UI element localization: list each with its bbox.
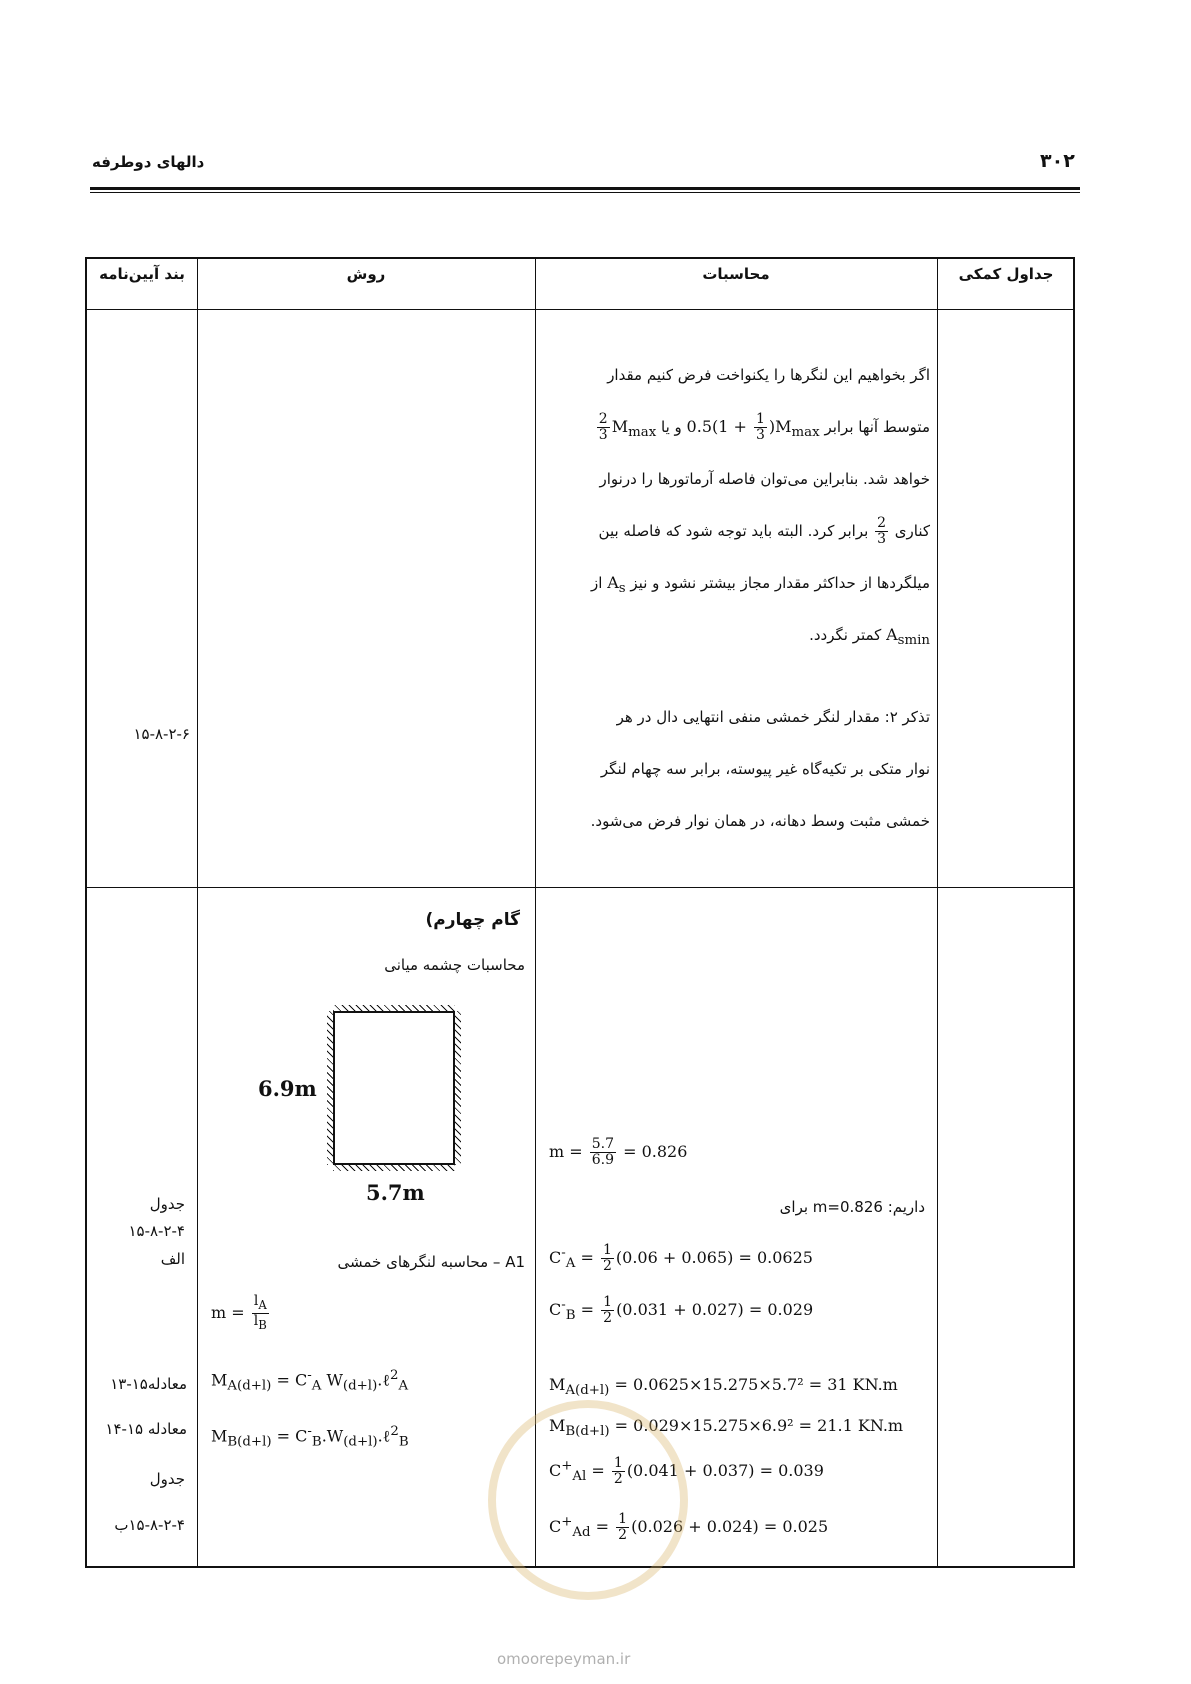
- formula-mb: $M_{B(d+l)}$ = $C^-_B.W_{(d+l)}.\ell^2_B$: [211, 1424, 409, 1450]
- calc-ca-pos-dead: $C^+_{Al}$ = $\frac{1}{2}$ (0.041 + 0.037) = 0.039: [549, 1455, 824, 1487]
- calc-ca-pos-add: $C^+_{Ad}$ = $\frac{1}{2}$ (0.026 + 0.024) = 0.025: [549, 1511, 829, 1543]
- running-title: دالهای دوطرفه: [92, 153, 205, 171]
- calc-m-statement: داریم: m=0.826 برای: [779, 1198, 925, 1216]
- calc-ca-neg: $C^-_A$ = $\frac{1}{2}$ (0.06 + 0.065) = 0.0625: [549, 1242, 813, 1274]
- column-divider: [937, 259, 938, 1566]
- header-rule-thin: [90, 192, 1080, 193]
- column-divider: [197, 259, 198, 1566]
- publisher-seal-watermark: [488, 1400, 688, 1600]
- note-2-paragraph: تذکر ۲: مقدار لنگر خمشی منفی انتهایی دال در هر نوار متکی بر تکیه‌گاه غیر پیوسته، برابر سه چهام لنگر خمشی مثبت وسط دهانه، در همان نوار فرض می‌شود.: [590, 708, 930, 830]
- dimension-short-span: 5.7m: [366, 1180, 425, 1205]
- hatch-left: [327, 1011, 333, 1165]
- symbol-as-min: $A_{smin}$: [886, 625, 930, 649]
- hatch-top: [333, 1005, 455, 1011]
- website-watermark: omoorepeyman.ir: [497, 1650, 631, 1668]
- clause-table-a-2: ۱۵-۸-۲-۴: [128, 1222, 185, 1240]
- moment-heading: A1 – محاسبه لنگرهای خمشی: [337, 1253, 525, 1271]
- formula-two-thirds: $\frac{2}{3}$ $M_{max}$: [598, 411, 657, 443]
- hatch-right: [455, 1011, 461, 1165]
- page-number: ۳۰۲: [1040, 150, 1075, 172]
- slab-panel-sketch: [333, 1011, 455, 1165]
- column-header-calculations: محاسبات: [702, 265, 770, 283]
- fraction-two-thirds: $\frac{2}{3}$: [877, 515, 886, 547]
- column-header-method: روش: [346, 265, 386, 283]
- dimension-long-span: 6.9m: [258, 1076, 317, 1101]
- column-header-code-clause: بند آیین‌نامه: [99, 265, 185, 283]
- formula-ma: $M_{A(d+l)} = C^-_A$ $W_{(d+l)}.\ell^2_A$: [211, 1368, 409, 1394]
- calc-mb-result: $M_{B(d+l)} = 0.029\times 15.275\times 6.9^2 = 21.1$ KN.m: [549, 1416, 904, 1440]
- step-subtitle: محاسبات چشمه میانی: [384, 956, 525, 974]
- column-divider: [535, 259, 536, 1566]
- step-title: گام چهارم): [425, 910, 520, 930]
- clause-ref-row1: ۱۵-۸-۲-۶: [133, 725, 190, 743]
- formula-half-sum: 0.5(1 + $\frac{1}{3}$ )$M_{max}$: [686, 411, 820, 443]
- calc-m-value: m = $\frac{5.7}{6.9}$ = 0.826: [549, 1136, 688, 1168]
- clause-table-a-3: الف: [160, 1250, 185, 1268]
- clause-eq13: معادله۱۵-۱۳: [110, 1375, 187, 1393]
- uniform-moment-paragraph: اگر بخواهیم این لنگرها را یکنواخت فرض کنیم مقدار متوسط آنها برابر 0.5(1 + $\frac{1}{3}$ )$M_{max}$ و یا $\frac{2}{3}$ $M_{max}$ خواهد شد. بنابراین می‌توان فاصله آرماتورها را درنوار کناری $\frac{2}{3}$ برابر کرد. البته باید توجه شود که فاصله بین میلگردها از حداکثر مقدار مجاز بیشتر نشود و نیز $A_s$ از $A_{smin}$ کمتر نگردد.: [591, 366, 930, 649]
- clause-table-a-1: جدول: [149, 1195, 185, 1213]
- hatch-bottom: [333, 1165, 455, 1171]
- header-rule: [90, 187, 1080, 190]
- calc-ma-result: $M_{A(d+l)} = 0.0625\times 15.275\times 5.7^2 = 31$ KN.m: [549, 1375, 898, 1399]
- clause-eq14: معادله ۱۵-۱۴: [105, 1420, 187, 1438]
- clause-table-b-1: جدول: [149, 1470, 185, 1488]
- clause-table-b-2: ۱۵-۸-۲-۴ب: [114, 1516, 185, 1534]
- header-row-divider: [87, 309, 1073, 310]
- calc-cb-neg: $C^-_B$ = $\frac{1}{2}$ (0.031 + 0.027) = 0.029: [549, 1294, 814, 1326]
- symbol-as: $A_s$: [607, 573, 626, 597]
- formula-m-ratio: m = $\frac{l_A}{l_B}$: [211, 1293, 267, 1332]
- column-header-aux-tables: جداول کمکی: [958, 265, 1054, 283]
- row-divider: [87, 887, 1073, 888]
